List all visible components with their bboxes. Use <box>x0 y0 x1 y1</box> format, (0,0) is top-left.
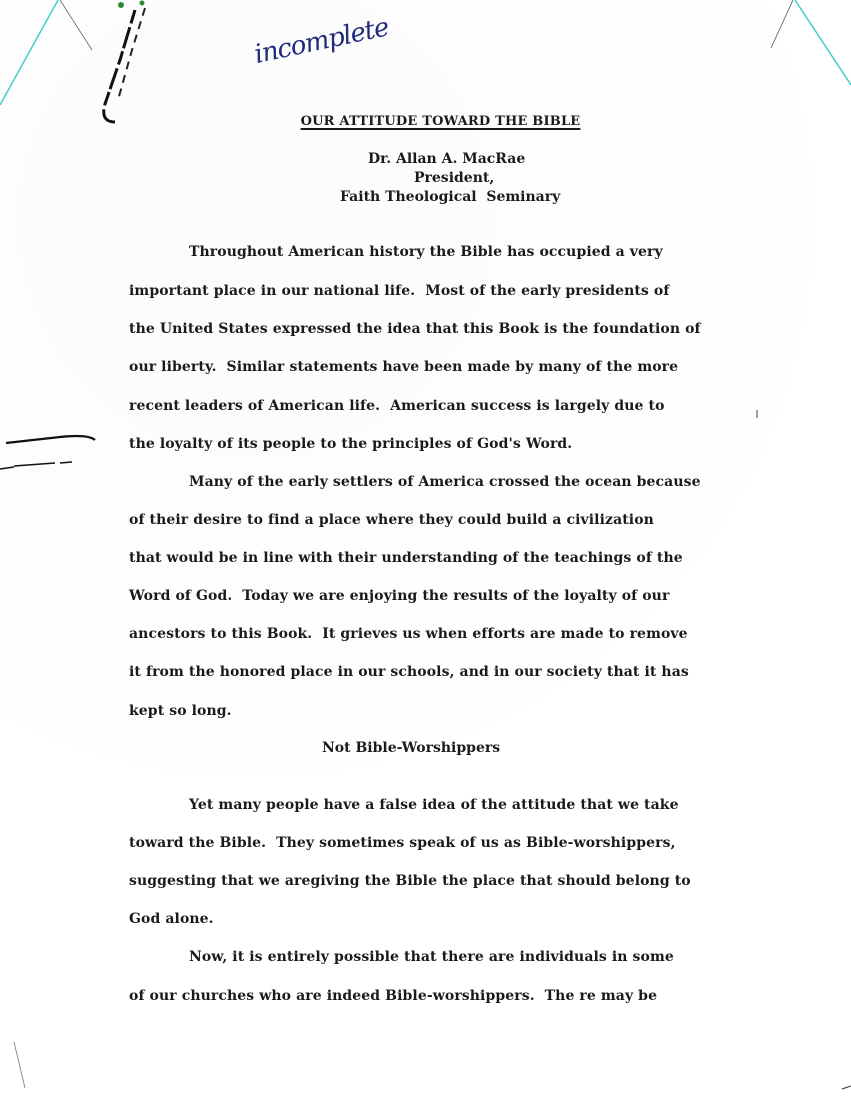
bracket-mark-right <box>118 8 145 100</box>
text-line: of their desire to find a place where they could build a civilization <box>129 512 654 528</box>
title-text: OUR ATTITUDE TOWARD THE BIBLE <box>300 114 581 129</box>
handwritten-annotation: incomplete <box>251 12 392 71</box>
section-heading: Not Bible-Worshippers <box>322 740 501 756</box>
text-line: God alone. <box>129 911 214 927</box>
text-line: ancestors to this Book. It grieves us when efforts are made to remove <box>129 626 688 642</box>
text-line: that would be in line with their understanding of the teachings of the <box>129 550 683 566</box>
text-line: suggesting that we aregiving the Bible the place that should belong to <box>129 873 691 889</box>
text-line: Now, it is entirely possible that there are individuals in some <box>189 949 674 965</box>
text-line: Word of God. Today we are enjoying the results of the loyalty of our <box>129 588 670 604</box>
text-line: the loyalty of its people to the principles of God's Word. <box>129 436 573 452</box>
fold-edge-top-left <box>0 0 58 105</box>
text-line: it from the honored place in our schools, and in our society that it has <box>129 664 689 680</box>
author-role: President, <box>414 170 495 186</box>
text-line: Many of the early settlers of America crossed the ocean because <box>189 474 701 490</box>
green-speck <box>118 2 124 8</box>
margin-dash <box>0 462 72 469</box>
document-title <box>0 114 851 129</box>
text-line: the United States expressed the idea that this Book is the foundation of <box>129 321 701 337</box>
fold-crease-bottom-left <box>14 1042 25 1088</box>
text-line: kept so long. <box>129 703 232 719</box>
text-line: our liberty. Similar statements have been made by many of the more <box>129 359 679 375</box>
green-speck <box>140 1 145 6</box>
text-line: Yet many people have a false idea of the attitude that we take <box>189 797 679 813</box>
text-line: toward the Bible. They sometimes speak of us as Bible-worshippers, <box>129 835 676 851</box>
fold-edge-top-right <box>795 0 851 85</box>
text-line: recent leaders of American life. American success is largely due to <box>129 398 665 414</box>
bracket-mark <box>104 10 135 122</box>
author-name: Dr. Allan A. MacRae <box>368 151 526 167</box>
fold-crease-top-right <box>771 0 793 48</box>
margin-dash <box>6 436 95 443</box>
margin-speck <box>842 1086 851 1089</box>
text-line: Throughout American history the Bible has occupied a very <box>189 244 663 260</box>
fold-crease-top-left <box>60 0 92 50</box>
text-line: of our churches who are indeed Bible-worshippers. The re may be <box>129 988 658 1004</box>
author-organization: Faith Theological Seminary <box>340 189 561 205</box>
text-line: important place in our national life. Most of the early presidents of <box>129 283 670 299</box>
